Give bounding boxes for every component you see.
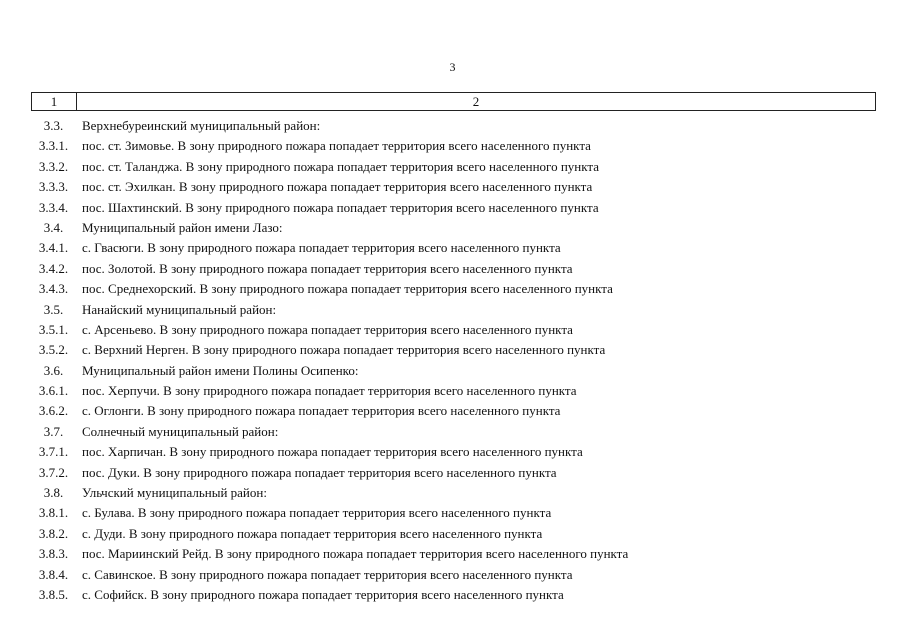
item-number: 3.4.2. <box>38 260 69 276</box>
item-number: 3.6.1. <box>38 383 69 399</box>
item-number: 3.3.1. <box>38 138 69 154</box>
list-item <box>0 238 905 258</box>
list-item <box>0 463 905 483</box>
item-number: 3.6. <box>43 362 64 378</box>
list-item <box>0 157 905 177</box>
item-text: пос. Шахтинский. В зону природного пожара попадает территория всего населенного пункта <box>82 199 599 215</box>
item-text: Нанайский муниципальный район: <box>82 301 277 317</box>
item-text: с. Дуди. В зону природного пожара попадает территория всего населенного пункта <box>82 525 543 541</box>
item-number: 3.6.2. <box>38 403 69 419</box>
list-item <box>0 565 905 585</box>
item-number: 3.3. <box>43 118 64 133</box>
item-number: 3.8. <box>43 485 64 501</box>
item-text: с. Гвасюги. В зону природного пожара попадает территория всего населенного пункта <box>82 240 561 256</box>
item-text: с. Софийск. В зону природного пожара попадает территория всего населенного пункта <box>82 586 564 602</box>
item-text: с. Булава. В зону природного пожара попадает территория всего населенного пункта <box>82 505 552 521</box>
item-number: 3.8.3. <box>38 546 69 562</box>
item-number: 3.4. <box>43 219 64 235</box>
list-item <box>0 116 905 136</box>
list-item <box>0 401 905 421</box>
item-number: 3.3.4. <box>38 199 69 215</box>
list-item <box>0 483 905 503</box>
list-item <box>0 585 905 605</box>
document-body <box>0 116 905 605</box>
item-text: пос. ст. Таланджа. В зону природного пожара попадает территория всего населенного пункта <box>82 158 599 174</box>
item-text: пос. ст. Зимовье. В зону природного пожара попадает территория всего населенного пункта <box>82 138 591 154</box>
item-number: 3.7. <box>43 423 64 439</box>
item-text: пос. Херпучи. В зону природного пожара попадает территория всего населенного пункта <box>82 383 577 399</box>
list-item <box>0 361 905 381</box>
table-header <box>31 92 876 111</box>
item-number: 3.5.1. <box>38 321 69 337</box>
list-item <box>0 300 905 320</box>
list-item <box>0 218 905 238</box>
item-text: с. Верхний Нерген. В зону природного пожара попадает территория всего населенного пункта <box>82 342 606 358</box>
list-item <box>0 279 905 299</box>
list-item <box>0 544 905 564</box>
list-item <box>0 198 905 218</box>
item-text: пос. Харпичан. В зону природного пожара попадает территория всего населенного пункта <box>82 444 583 460</box>
item-number: 3.3.2. <box>38 158 69 174</box>
list-item <box>0 177 905 197</box>
list-item <box>0 320 905 340</box>
list-item <box>0 503 905 523</box>
header-column-2: 2 <box>472 94 480 109</box>
item-text: пос. ст. Эхилкан. В зону природного пожара попадает территория всего населенного пункта <box>82 179 593 195</box>
item-text: Верхнебуреинский муниципальный район: <box>82 118 321 133</box>
list-item <box>0 524 905 544</box>
item-text: пос. Золотой. В зону природного пожара попадает территория всего населенного пункта <box>82 260 573 276</box>
list-item <box>0 259 905 279</box>
item-text: с. Арсеньево. В зону природного пожара попадает территория всего населенного пункта <box>82 321 573 337</box>
list-item <box>0 442 905 462</box>
item-text: Муниципальный район имени Полины Осипенко: <box>82 362 359 378</box>
item-text: Солнечный муниципальный район: <box>82 423 279 439</box>
item-number: 3.8.4. <box>38 566 69 582</box>
list-item <box>0 340 905 360</box>
item-number: 3.4.1. <box>38 240 69 256</box>
list-item <box>0 136 905 156</box>
page-number: 3 <box>449 60 456 74</box>
item-number: 3.3.3. <box>38 179 69 195</box>
item-text: с. Савинское. В зону природного пожара попадает территория всего населенного пункта <box>82 566 573 582</box>
header-column-1: 1 <box>32 93 77 110</box>
item-number: 3.8.2. <box>38 525 69 541</box>
item-number: 3.7.1. <box>38 444 69 460</box>
item-number: 3.5.2. <box>38 342 69 358</box>
item-text: с. Оглонги. В зону природного пожара попадает территория всего населенного пункта <box>82 403 561 419</box>
item-text: Ульчский муниципальный район: <box>82 485 267 501</box>
item-number: 3.5. <box>43 301 64 317</box>
item-text: Муниципальный район имени Лазо: <box>82 219 283 235</box>
item-text: пос. Мариинский Рейд. В зону природного пожара попадает территория всего населенного пункта <box>82 546 629 562</box>
item-number: 3.7.2. <box>38 464 69 480</box>
item-text: пос. Дуки. В зону природного пожара попадает территория всего населенного пункта <box>82 464 557 480</box>
item-text: пос. Среднехорский. В зону природного пожара попадает территория всего населенного пункта <box>82 281 613 297</box>
item-number: 3.4.3. <box>38 281 69 297</box>
list-item <box>0 381 905 401</box>
list-item <box>0 422 905 442</box>
item-number: 3.8.5. <box>38 586 69 602</box>
item-number: 3.8.1. <box>38 505 69 521</box>
